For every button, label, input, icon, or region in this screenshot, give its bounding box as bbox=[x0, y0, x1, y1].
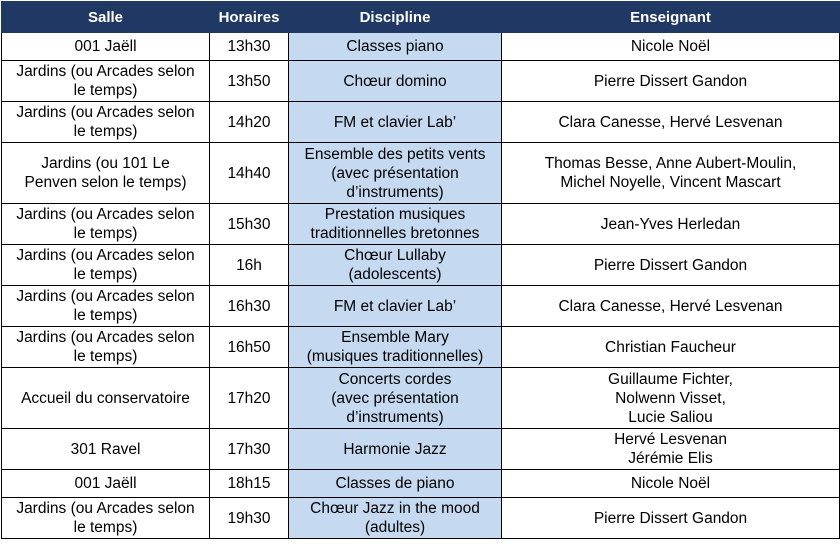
cell-discipline: Classes de piano bbox=[289, 470, 502, 498]
cell-enseignant: Pierre Dissert Gandon bbox=[502, 498, 840, 539]
table-row bbox=[2, 327, 840, 368]
table-row bbox=[2, 245, 840, 286]
cell-enseignant: Jean-Yves Herledan bbox=[502, 204, 840, 245]
cell-discipline: FM et clavier Lab’ bbox=[289, 286, 502, 327]
table-row bbox=[2, 498, 840, 539]
cell-discipline: Concerts cordes (avec présentation d’instruments) bbox=[289, 368, 502, 429]
cell-discipline: Prestation musiques traditionnelles bretonnes bbox=[289, 204, 502, 245]
cell-discipline: Chœur Jazz in the mood (adultes) bbox=[289, 498, 502, 539]
cell-salle: 001 Jaëll bbox=[2, 33, 210, 61]
table-row bbox=[2, 204, 840, 245]
cell-salle: Jardins (ou Arcades selon le temps) bbox=[2, 61, 210, 102]
header-enseignant: Enseignant bbox=[502, 2, 840, 33]
cell-enseignant: Christian Faucheur bbox=[502, 327, 840, 368]
cell-discipline: FM et clavier Lab’ bbox=[289, 102, 502, 143]
cell-horaire: 14h20 bbox=[210, 102, 289, 143]
cell-salle: Jardins (ou Arcades selon le temps) bbox=[2, 245, 210, 286]
cell-salle: Jardins (ou Arcades selon le temps) bbox=[2, 204, 210, 245]
cell-horaire: 18h15 bbox=[210, 470, 289, 498]
cell-horaire: 17h20 bbox=[210, 368, 289, 429]
cell-discipline: Chœur domino bbox=[289, 61, 502, 102]
table-row bbox=[2, 429, 840, 470]
cell-horaire: 16h bbox=[210, 245, 289, 286]
header-row bbox=[2, 2, 840, 33]
table-row bbox=[2, 33, 840, 61]
table-row bbox=[2, 286, 840, 327]
cell-discipline: Ensemble Mary (musiques traditionnelles) bbox=[289, 327, 502, 368]
cell-enseignant: Clara Canesse, Hervé Lesvenan bbox=[502, 286, 840, 327]
cell-discipline: Chœur Lullaby (adolescents) bbox=[289, 245, 502, 286]
cell-horaire: 16h50 bbox=[210, 327, 289, 368]
cell-discipline: Classes piano bbox=[289, 33, 502, 61]
cell-horaire: 16h30 bbox=[210, 286, 289, 327]
cell-salle: 001 Jaëll bbox=[2, 470, 210, 498]
table-row bbox=[2, 102, 840, 143]
cell-salle: Accueil du conservatoire bbox=[2, 368, 210, 429]
header-salle: Salle bbox=[2, 2, 210, 33]
table-row bbox=[2, 143, 840, 204]
cell-enseignant: Guillaume Fichter, Nolwenn Visset, Lucie Saliou bbox=[502, 368, 840, 429]
cell-salle: Jardins (ou Arcades selon le temps) bbox=[2, 498, 210, 539]
table-row bbox=[2, 470, 840, 498]
cell-horaire: 13h30 bbox=[210, 33, 289, 61]
schedule-table bbox=[1, 1, 840, 539]
cell-salle: Jardins (ou Arcades selon le temps) bbox=[2, 286, 210, 327]
cell-horaire: 17h30 bbox=[210, 429, 289, 470]
cell-salle: Jardins (ou 101 Le Penven selon le temps) bbox=[2, 143, 210, 204]
cell-salle: Jardins (ou Arcades selon le temps) bbox=[2, 102, 210, 143]
cell-enseignant: Clara Canesse, Hervé Lesvenan bbox=[502, 102, 840, 143]
cell-horaire: 13h50 bbox=[210, 61, 289, 102]
cell-enseignant: Hervé Lesvenan Jérémie Elis bbox=[502, 429, 840, 470]
header-discipline: Discipline bbox=[289, 2, 502, 33]
cell-horaire: 19h30 bbox=[210, 498, 289, 539]
cell-enseignant: Thomas Besse, Anne Aubert-Moulin, Michel Noyelle, Vincent Mascart bbox=[502, 143, 840, 204]
cell-discipline: Harmonie Jazz bbox=[289, 429, 502, 470]
header-horaires: Horaires bbox=[210, 2, 289, 33]
cell-enseignant: Nicole Noël bbox=[502, 33, 840, 61]
cell-horaire: 14h40 bbox=[210, 143, 289, 204]
cell-enseignant: Pierre Dissert Gandon bbox=[502, 245, 840, 286]
table-row bbox=[2, 61, 840, 102]
table-row bbox=[2, 368, 840, 429]
cell-enseignant: Nicole Noël bbox=[502, 470, 840, 498]
cell-salle: 301 Ravel bbox=[2, 429, 210, 470]
cell-enseignant: Pierre Dissert Gandon bbox=[502, 61, 840, 102]
cell-discipline: Ensemble des petits vents (avec présentation d’instruments) bbox=[289, 143, 502, 204]
cell-horaire: 15h30 bbox=[210, 204, 289, 245]
cell-salle: Jardins (ou Arcades selon le temps) bbox=[2, 327, 210, 368]
